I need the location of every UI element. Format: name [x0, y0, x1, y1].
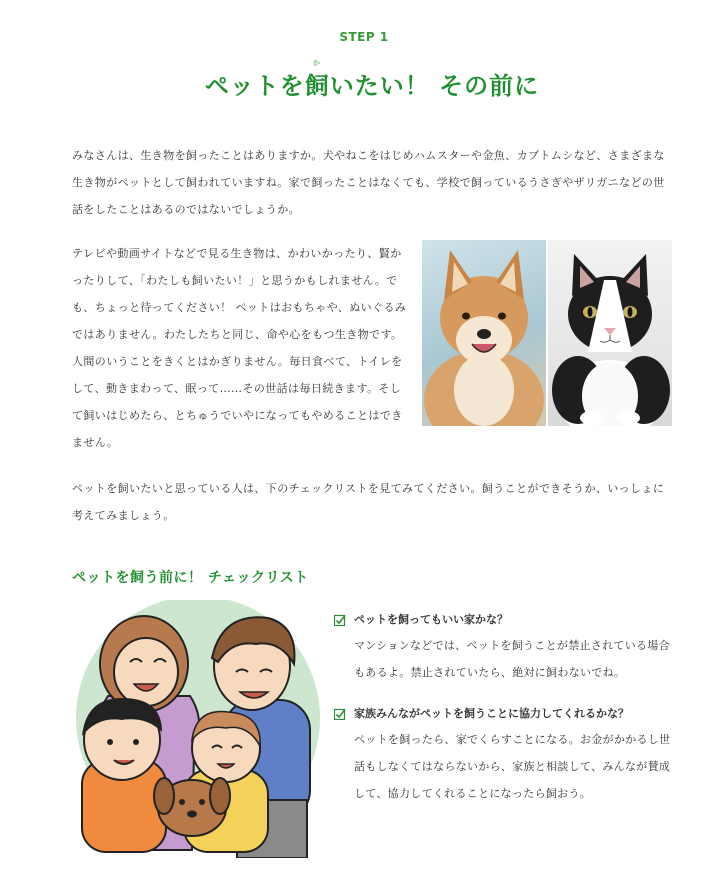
family-illustration — [72, 600, 324, 858]
checkbox-icon — [334, 708, 346, 720]
cat-photo — [548, 240, 672, 426]
page-title: ペットを飼いたい！ その前に — [204, 72, 540, 100]
checklist-answer: マンションなどでは、ペットを飼うことが禁止されている場合もあるよ。禁止されていたら、絶対に飼わないでね。 — [354, 639, 670, 679]
checklist-answer: ペットを飼ったら、家でくらすことになる。お金がかかるし世話もしなくてはならないから、家族と相談して、みんなが賛成して、協力してくれることになったら飼おう。 — [354, 733, 671, 800]
intro-paragraph: みなさんは、生き物を飼ったことはありますか。犬やねこをはじめハムスターや金魚、カブトムシなど、さまざまな生き物がペットとして飼われていますね。家で飼ったことはなくても、学校で飼っているうさぎやザリガニなどの世話をしたことはあるのではないでしょうか。 — [72, 149, 665, 216]
checkbox-icon — [334, 614, 346, 626]
step-label: STEP 1 — [339, 30, 389, 44]
checklist-question: 家族みんながペットを飼うことに協力してくれるかな？ — [354, 707, 629, 720]
dog-photo — [422, 240, 546, 426]
body-paragraph: テレビや動画サイトなどで見る生き物は、かわいかったり、賢かったりして、「わたしも飼いたい！」と思うかもしれません。でも、ちょっと待ってください！ ペットはおもちゃや、ぬいぐるみではありません。わたしたちと同じ、命や心をもつ生き物です。人間のいうことをきくとはかぎりません。毎日食べて、トイレをして、動きまわって、眠って……その世話は毎日続きます。そして飼いはじめたら、とちゅうでいやになってもやめることはできません。 — [72, 247, 407, 449]
title-ruby: か — [313, 59, 320, 67]
checklist-item — [334, 612, 674, 686]
checklist-item — [334, 706, 674, 807]
closing-paragraph: ペットを飼いたいと思っている人は、下のチェックリストを見てみてください。飼うことができそうか、いっしょに考えてみましょう。 — [72, 482, 665, 522]
checklist-question: ペットを飼ってもいい家かな？ — [354, 613, 508, 626]
checklist-title: ペットを飼う前に！ チェックリスト — [72, 570, 309, 586]
